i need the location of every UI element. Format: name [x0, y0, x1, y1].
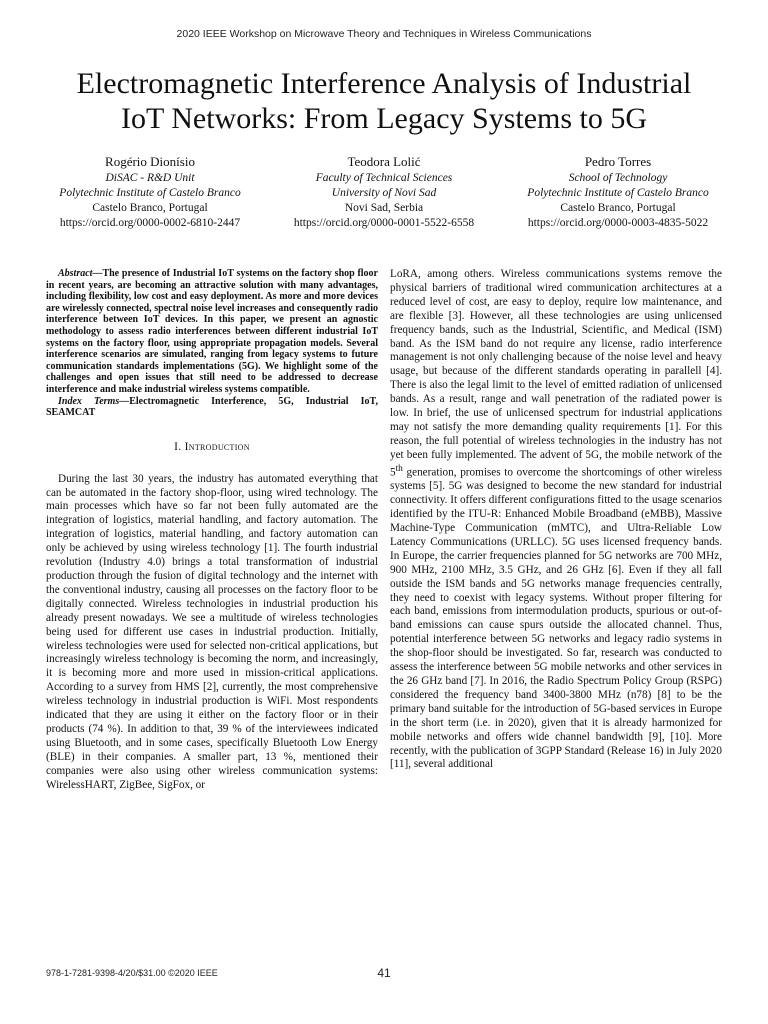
author-name: Rogério Dionísio	[105, 154, 195, 169]
author-name: Teodora Lolić	[347, 154, 421, 169]
abstract-label: Abstract—	[58, 268, 103, 279]
author-location: Novi Sad, Serbia	[344, 202, 424, 214]
author-2	[274, 154, 494, 231]
copyright-footer: 978-1-7281-9398-4/20/$31.00 ©2020 IEEE	[46, 968, 218, 978]
author-institution: University of Novi Sad	[331, 187, 437, 199]
author-3	[508, 154, 728, 231]
introduction-paragraph: During the last 30 years, the industry has automated everything that can be automated in the factory shop-floor, using wired technology. The main processes which have so far not been fully automated are the integration of logistics, material handling, and factory automation. The integration of logistics, material handling, and factory automation can only be achieved by using wireless technology [1]. The fourth industrial revolution (Industry 4.0) brings a total transformation of industrial production through the fusion of digital technology and the internet with the conventional industry, causing all processes on the factory floor to be digitally connected. Wireless technologies in industrial production his already present nowadays. We see a multitude of wireless technologies being used for different use cases in industrial production. Initially, wireless technologies were used for selected non-critical applications, but increasingly wireless technology is becoming the norm, and increasingly, it is becoming more and more used in mission-critical applications. According to a survey from HMS [2], currently, the most comprehensive wireless technology in industrial production is WiFi. Most respondents indicated that they are using it either on the factory floor or in their products (74 %). In addition to that, 39 % of the interviewees indicated using Bluetooth, and in some cases, specifically Bluetooth Low Energy (BLE) in their companies. A smaller part, 13 %, mentioned their companies were also using other wireless communication systems: WirelessHART, ZigBee, SigFox, or	[46, 472, 378, 791]
author-institution: Polytechnic Institute of Castelo Branco	[59, 187, 241, 199]
author-block	[40, 154, 728, 231]
abstract-text: The presence of Industrial IoT systems on the factory shop floor in recent years, are becoming an attractive solution with many advantages, including flexibility, low cost and easy deployment. As more and more devices are wirelessly connected, spectral noise level increases and consequently radio interference between IoT devices. In this paper, we present an agnostic methodology to assess radio interferences between different industrial IoT systems on the factory floor, using appropriate propagation models. Several interference scenarios are simulated, ranging from legacy systems to future communication standards implementations (5G). We highlight some of the challenges and open issues that still need to be addressed to decrease interference and make industrial wireless systems compatible.	[46, 268, 378, 395]
author-unit: School of Technology	[568, 172, 668, 184]
introduction-continued-paragraph	[390, 268, 722, 772]
superscript-th: th	[395, 463, 403, 474]
paper-title	[40, 66, 728, 136]
author-orcid-link[interactable]: https://orcid.org/0000-0002-6810-2447	[59, 217, 241, 229]
section-heading-introduction: I. Introduction	[174, 440, 250, 453]
running-header: 2020 IEEE Workshop on Microwave Theory and Techniques in Wireless Communications	[176, 28, 592, 40]
title-line-1: Electromagnetic Interference Analysis of Industrial	[76, 67, 692, 100]
index-terms-text: Electromagnetic Interference, 5G, Industrial IoT, SEAMCAT	[46, 395, 378, 419]
paragraph-text-part-1: LoRA, among others. Wireless communications systems remove the physical barriers of traditional wired communication architectures at a reduced level of cost, are easy to deploy, require low maintenance, and are flexible [3]. However, all these technologies are using unlicensed frequency bands, such as the Industrial, Scientific, and Medical (ISM) band. As the ISM band do not require any license, radio interference management is not only challenging because of the noise level and heavy usage, but because of the different standards operating in parallell [4]. There is also the legal limit to the level of emitted radiation of unlicensed bands. As a result, range and wall penetration of the radiated power is low. In brief, the use of unlicensed spectrum for industrial applications may not satisfy the more demanding quality requirements [1]. For this reason, the full potential of wireless technologies in the industry has not yet been fully implemented. The advent of 5G, the mobile network of the 5	[390, 268, 722, 479]
author-location: Castelo Branco, Portugal	[92, 202, 208, 214]
author-orcid-link[interactable]: https://orcid.org/0000-0001-5522-6558	[293, 217, 475, 229]
abstract	[46, 268, 378, 396]
index-terms-label: Index Terms—	[58, 395, 130, 407]
paragraph-text-part-2: generation, promises to overcome the shortcomings of other wireless systems [5]. 5G was designed to become the new standard for industrial connectivity. It offers different configurations fitted to the usage scenarios identified by the ITU-R: Enhanced Mobile Broadband (eMBB), Massive Machine-Type Communication (mMTC), and Ultra-Reliable Low Latency Communications (URLLC). 5G uses licensed frequency bands. In Europe, the carrier frequencies planned for 5G networks are 700 MHz, 900 MHz, 2100 MHz, 3.5 GHz, and 26 GHz [6]. Even if they all fall outside the ISM bands and 5G networks manage frequencies centrally, they need to coexist with legacy systems. Without proper filtering for each band, emissions from intermodulation products, spurious or out-of-band emissions can cause spurs outside the allocated channel. Thus, potential interference between 5G networks and legacy radio systems in the shop-floor should be investigated. So far, research was conducted to assess the interference between 5G mobile networks and other services in the 26 GHz band [7]. In 2016, the Radio Spectrum Policy Group (RSPG) considered the frequency band 3400-3800 MHz (n78) [8] to be the primary band suitable for the introduction of 5G-based services in Europe in the short term (i.e. in 2020), given that it is already harmonized for mobile networks and offers wide channel bandwidth [9], [10]. More recently, with the publication of 3GPP Standard (Release 16) in July 2020 [11], several additional	[390, 466, 722, 771]
title-line-2: IoT Networks: From Legacy Systems to 5G	[120, 102, 648, 135]
author-1	[40, 154, 260, 231]
right-column	[390, 268, 722, 772]
author-location: Castelo Branco, Portugal	[560, 202, 676, 214]
index-terms	[46, 396, 378, 419]
author-name: Pedro Torres	[584, 154, 652, 169]
author-unit: DiSAC - R&D Unit	[105, 172, 195, 184]
author-orcid-link[interactable]: https://orcid.org/0000-0003-4835-5022	[527, 217, 709, 229]
left-column	[46, 268, 378, 792]
page-number: 41	[377, 966, 391, 980]
author-institution: Polytechnic Institute of Castelo Branco	[527, 187, 709, 199]
author-unit: Faculty of Technical Sciences	[315, 172, 453, 184]
